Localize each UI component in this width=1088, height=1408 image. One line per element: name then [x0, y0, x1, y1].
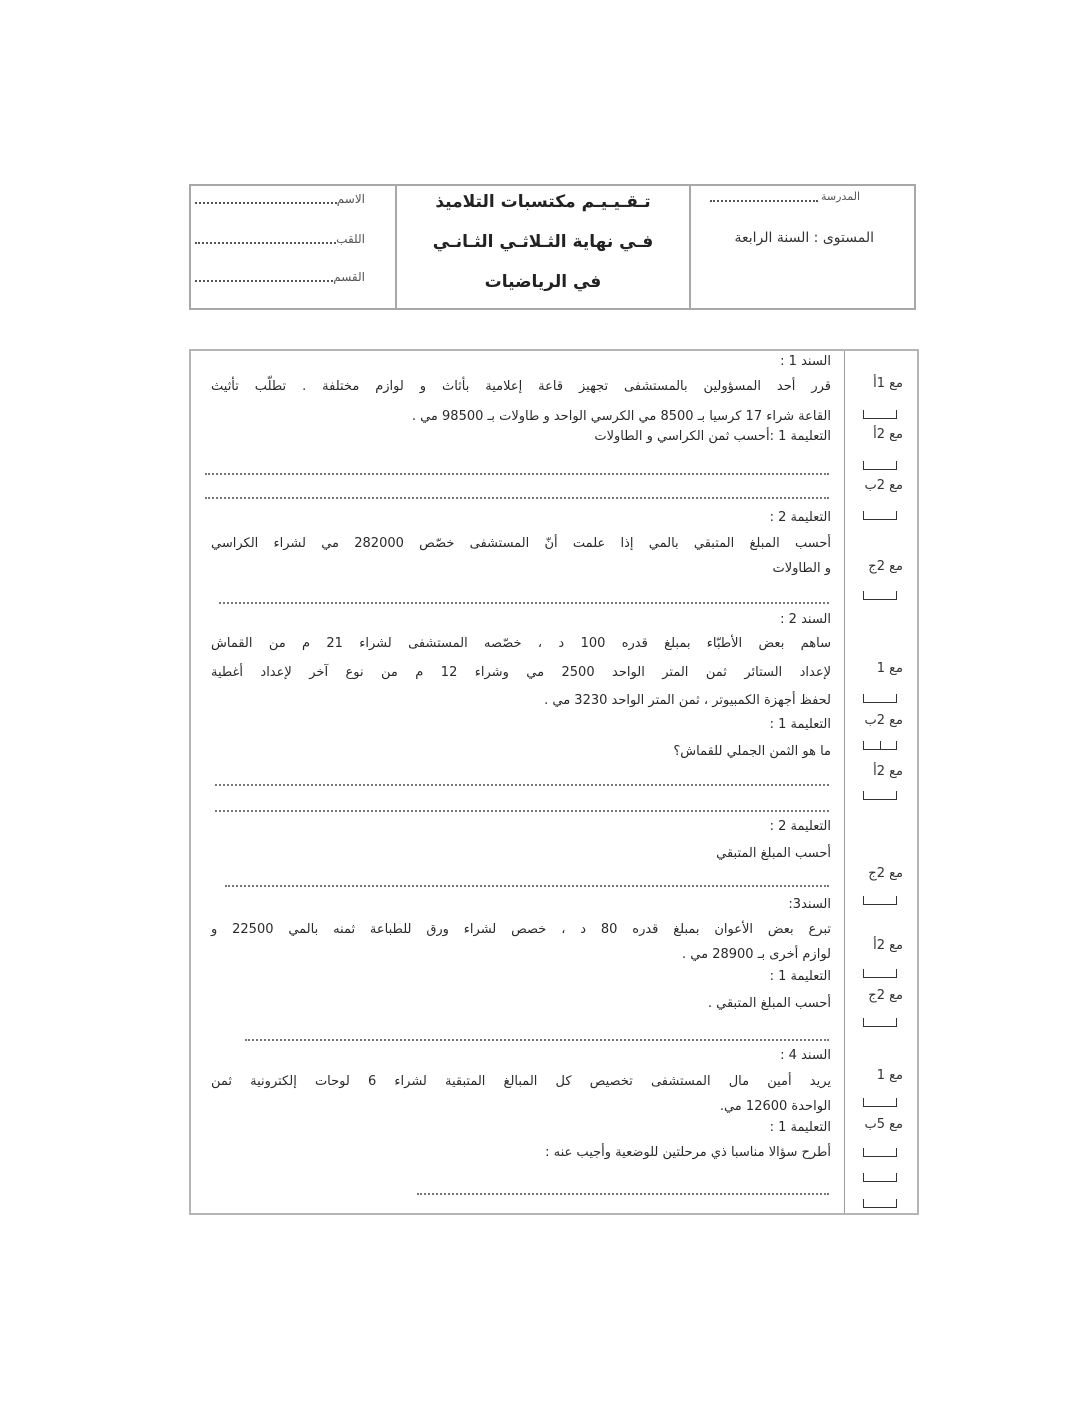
section-1-text-2: القاعة شراء 17 كرسيا بـ 8500 مي الكرسي الواحد و طاولات بـ 98500 مي .	[411, 409, 831, 424]
section-2-task-2-label: التعليمة 2 :	[769, 819, 831, 834]
section-2-title: السند 2 :	[780, 612, 831, 627]
section-3-text-2: لوازم أخرى بـ 28900 مي .	[682, 947, 831, 962]
section-3-task-1-label: التعليمة 1 :	[769, 969, 831, 984]
section-2-task-2-text: أحسب المبلغ المتبقي	[716, 846, 831, 861]
section-3-title: السند3:	[788, 897, 831, 912]
criterion-label: مع 2ج	[868, 559, 903, 574]
section-1-task-2-text-2: و الطاولات	[772, 561, 831, 576]
name-field[interactable]: الاسم	[195, 192, 365, 208]
exam-body	[189, 349, 919, 1215]
score-box[interactable]	[863, 741, 897, 750]
criterion-label: مع 5ب	[864, 1117, 903, 1132]
section-2-text-2: لإعداد الستائر ثمن المتر الواحد 2500 مي وشراء 12 م من نوع آخر لإعداد أغطية	[211, 665, 831, 680]
answer-line[interactable]	[215, 784, 829, 786]
criterion-label: مع 1	[876, 1068, 903, 1083]
answer-line[interactable]	[417, 1193, 829, 1195]
class-field[interactable]: القسم	[195, 270, 365, 286]
score-box[interactable]	[863, 969, 897, 978]
section-1-task-2-label: التعليمة 2 :	[769, 510, 831, 525]
title-line-3: في الرياضيات	[484, 272, 602, 292]
title-line-2: فـي نهاية الثـلاثـي الثـانـي	[432, 232, 654, 252]
criterion-label: مع 2أ	[873, 427, 903, 442]
header-table	[189, 184, 916, 310]
criterion-label: مع 2ب	[864, 713, 903, 728]
section-1-text-1: قرر أحد المسؤولين بالمستشفى تجهيز قاعة إعلامية بأثاث و لوازم مختلفة . تطلّب تأثيث	[211, 379, 831, 394]
section-2-task-1-text: ما هو الثمن الجملي للقماش؟	[673, 744, 831, 759]
answer-line[interactable]	[205, 473, 829, 475]
answer-line[interactable]	[245, 1039, 829, 1041]
answer-line[interactable]	[219, 602, 829, 604]
answer-line[interactable]	[205, 497, 829, 499]
section-2-text-1: ساهم بعض الأطبّاء بمبلغ قدره 100 د ، خصّصه المستشفى لشراء 21 م من القماش	[211, 636, 831, 651]
score-box[interactable]	[863, 1199, 897, 1208]
score-box[interactable]	[863, 511, 897, 520]
section-4-text-2: الواحدة 12600 مي.	[719, 1099, 831, 1114]
school-field[interactable]: المدرسة	[710, 190, 860, 205]
score-box[interactable]	[863, 791, 897, 800]
score-box[interactable]	[863, 461, 897, 470]
criterion-label: مع 2ب	[864, 478, 903, 493]
section-3-task-1-text: أحسب المبلغ المتبقي .	[707, 996, 831, 1011]
title-cell	[397, 186, 691, 308]
section-2-text-3: لحفظ أجهزة الكمبيوتر ، ثمن المتر الواحد 3230 مي .	[544, 693, 831, 708]
criterion-label: مع 2ج	[868, 866, 903, 881]
section-4-task-1-label: التعليمة 1 :	[769, 1120, 831, 1135]
score-box[interactable]	[863, 1148, 897, 1157]
section-4-task-1-text: أطرح سؤالا مناسبا ذي مرحلتين للوضعية وأجيب عنه :	[545, 1145, 831, 1160]
score-box[interactable]	[863, 896, 897, 905]
answer-line[interactable]	[225, 885, 829, 887]
criterion-label: مع 1أ	[873, 376, 903, 391]
section-4-title: السند 4 :	[780, 1048, 831, 1063]
school-cell	[691, 186, 914, 308]
score-box[interactable]	[863, 1098, 897, 1107]
score-box[interactable]	[863, 1173, 897, 1182]
student-info-cell	[191, 186, 397, 308]
score-box[interactable]	[863, 694, 897, 703]
section-3-text-1: تبرع بعض الأعوان بمبلغ قدره 80 د ، خصص لشراء ورق للطباعة ثمنه بالمي 22500 و	[211, 922, 831, 937]
criterion-label: مع 2أ	[873, 764, 903, 779]
title-line-1: تـقـيـيـم مكتسبات التلاميذ	[435, 192, 651, 212]
criterion-label: مع 2أ	[873, 938, 903, 953]
level-text: المستوى : السنة الرابعة	[734, 230, 874, 246]
score-box[interactable]	[863, 410, 897, 419]
section-1-task-2-text: أحسب المبلغ المتبقي بالمي إذا علمت أنّ المستشفى خصّص 282000 مي لشراء الكراسي	[211, 536, 831, 551]
score-box[interactable]	[863, 591, 897, 600]
surname-field[interactable]: اللقب	[195, 232, 365, 248]
score-box[interactable]	[863, 1018, 897, 1027]
column-divider	[844, 351, 845, 1213]
section-4-text-1: يريد أمين مال المستشفى تخصيص كل المبالغ المتبقية لشراء 6 لوحات إلكترونية ثمن	[211, 1074, 831, 1089]
answer-line[interactable]	[215, 810, 829, 812]
section-2-task-1-label: التعليمة 1 :	[769, 717, 831, 732]
section-1-title: السند 1 :	[780, 354, 831, 369]
criterion-label: مع 1	[876, 661, 903, 676]
criterion-label: مع 2ج	[868, 988, 903, 1003]
section-1-task-1: التعليمة 1 :أحسب ثمن الكراسي و الطاولات	[594, 429, 831, 444]
